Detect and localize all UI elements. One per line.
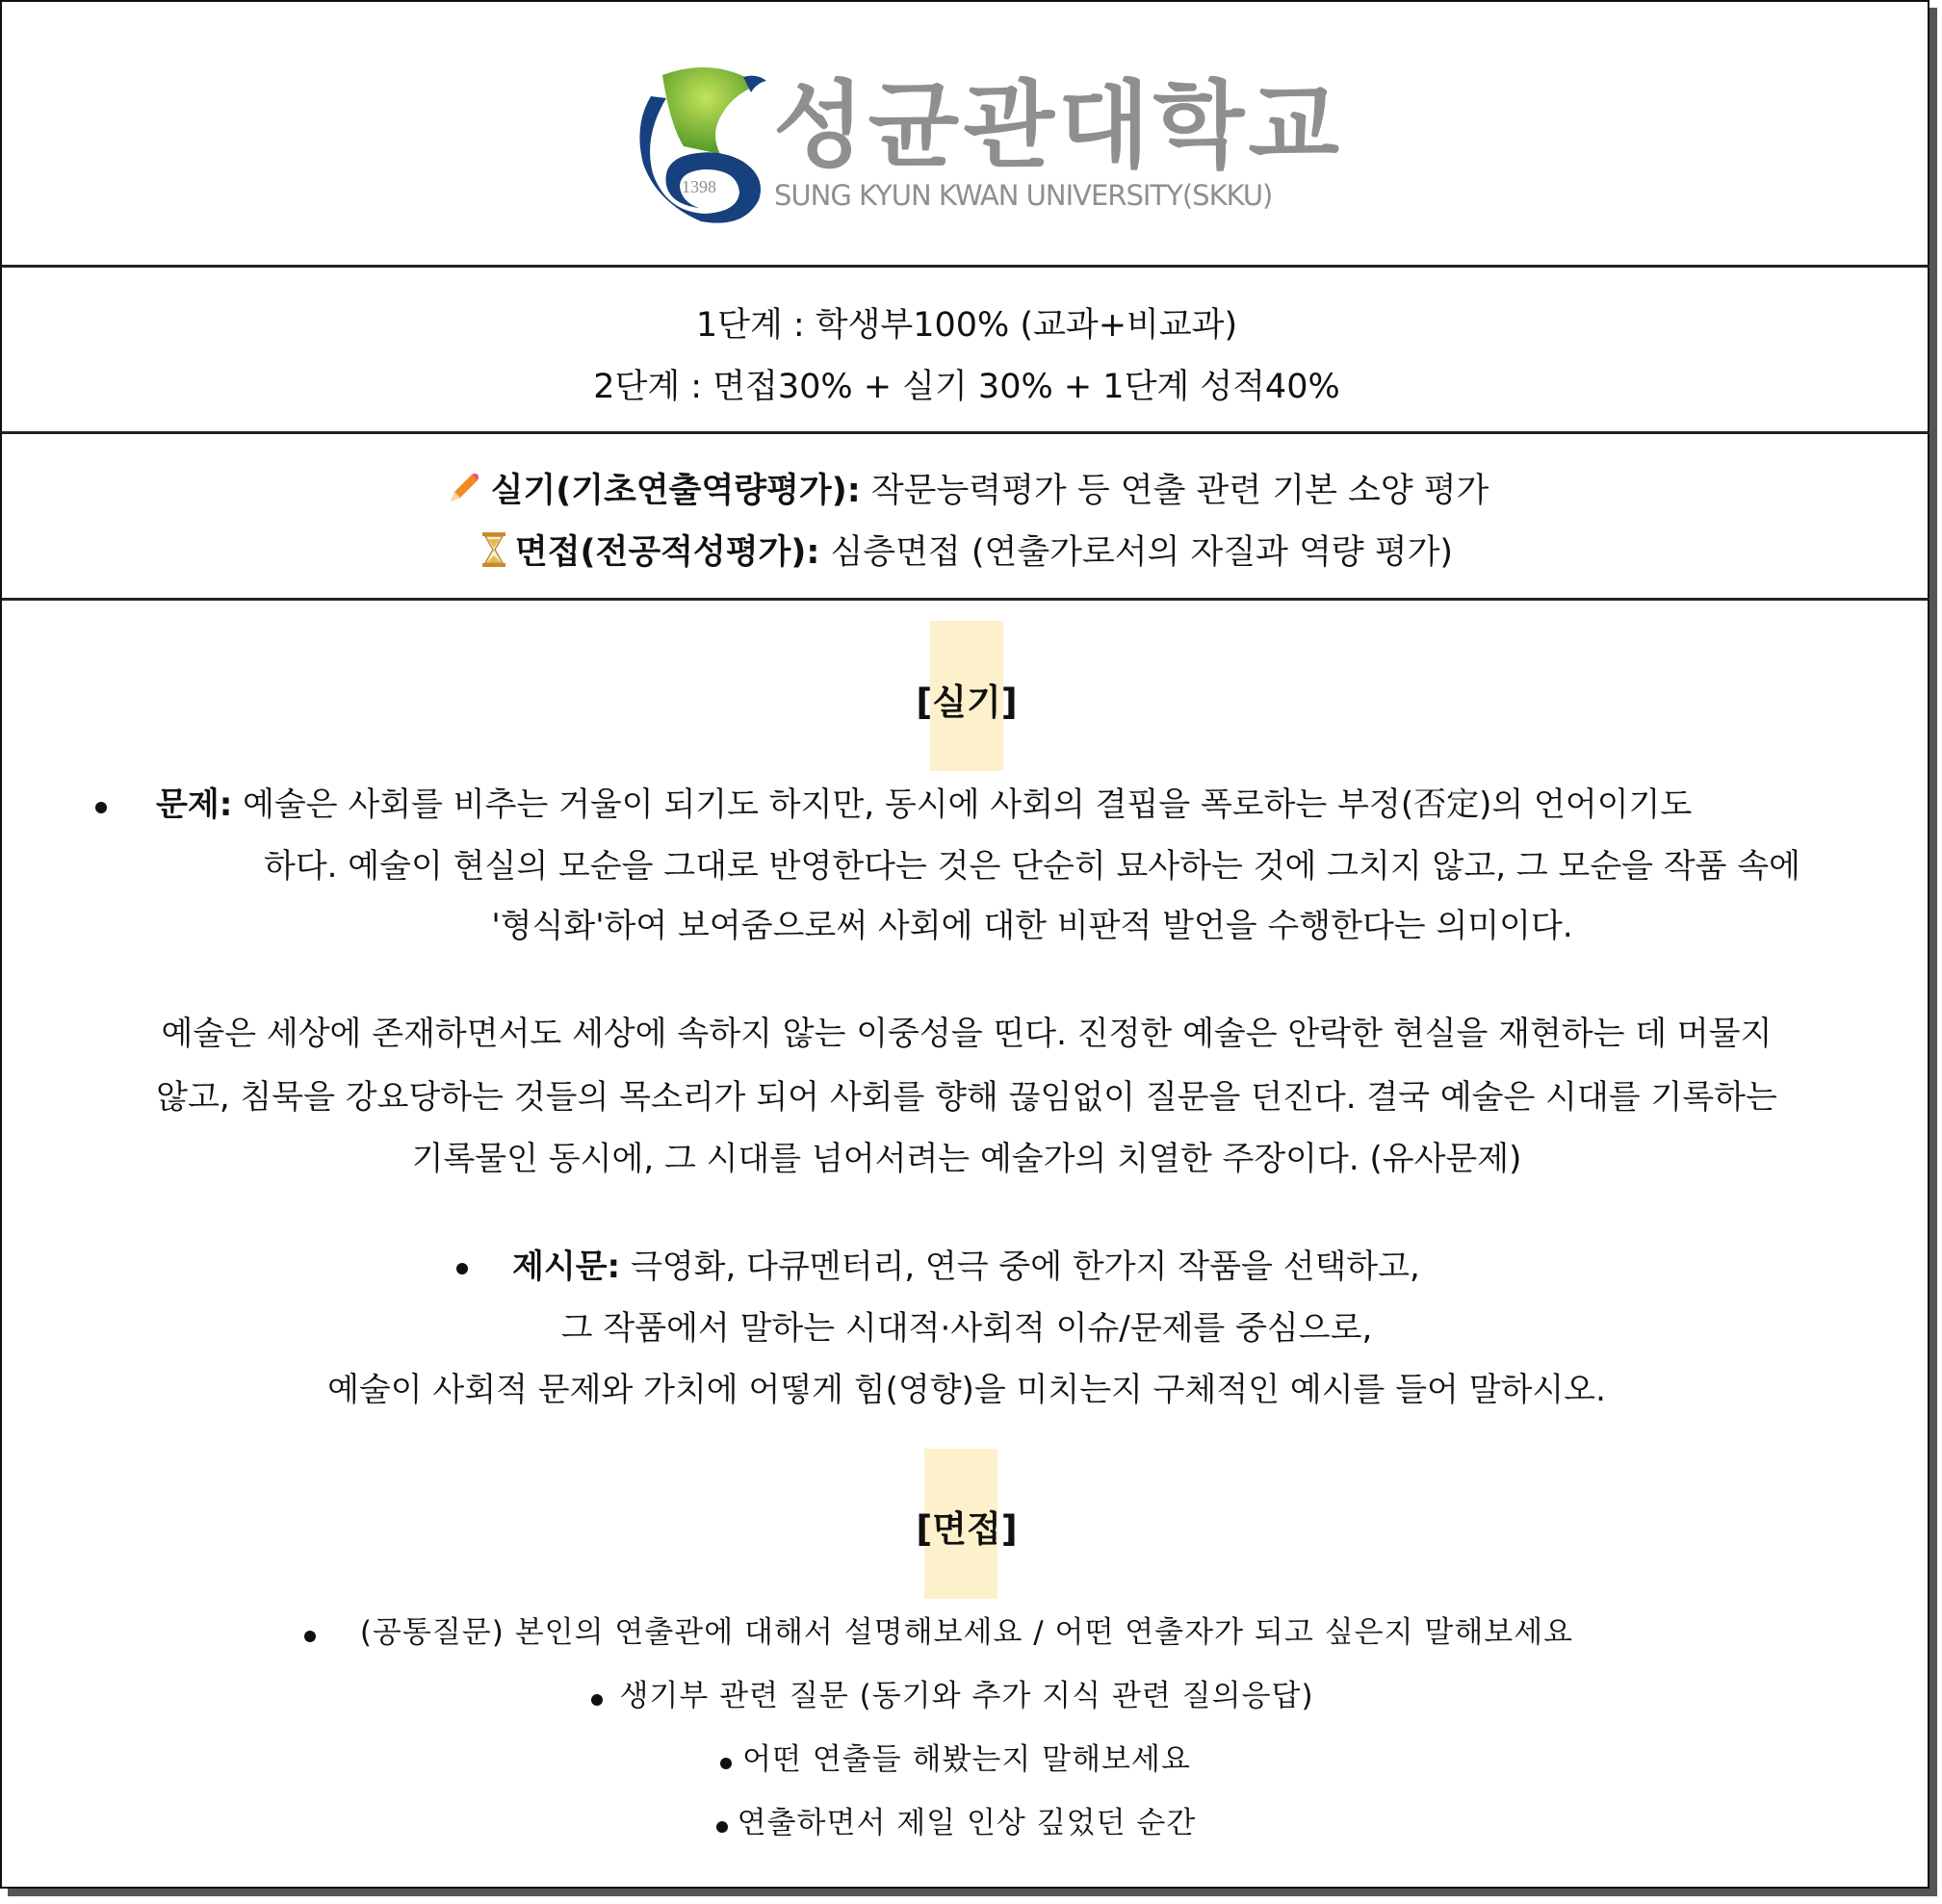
stage1-text: 1단계 : 학생부100% (교과+비교과) xyxy=(695,306,1238,345)
university-name-korean: 성균관대학교 xyxy=(773,71,1344,181)
prompt-label: 제시문: xyxy=(512,1248,621,1286)
similar-problem-line-2: 않고, 침묵을 강요당하는 것들의 목소리가 되어 사회를 향해 끊임없이 질문을 던진다. 결국 예술은 시대를 기록하는 xyxy=(156,1078,1777,1117)
university-name-english: SUNG KYUN KWAN UNIVERSITY(SKKU) xyxy=(774,179,1273,212)
prompt-text: 극영화, 다큐멘터리, 연극 중에 한가지 작품을 선택하고, xyxy=(620,1248,1420,1286)
practical-evaluation-line xyxy=(2,464,1931,512)
practical-heading: [실기] xyxy=(916,682,1018,723)
emblem-year: 1398 xyxy=(682,177,716,196)
interview-question: (공통질문) 본인의 연출관에 대해서 설명해보세요 / 어떤 연출자가 되고 싶은지 말해보세요 xyxy=(359,1615,1574,1650)
similar-problem-line-3: 기록물인 동시에, 그 시대를 넘어서려는 예술가의 치열한 주장이다. (유사문제) xyxy=(411,1140,1522,1178)
problem-line-2: 하다. 예술이 현실의 모순을 그대로 반영한다는 것은 단순히 묘사하는 것에 그치지 않고, 그 모순을 작품 속에 xyxy=(263,847,1801,886)
page-shadow-bottom xyxy=(8,1889,1937,1896)
pencil-icon xyxy=(445,469,483,507)
divider xyxy=(2,265,1931,268)
interview-evaluation-line xyxy=(2,526,1931,574)
practical-description: 작문능력평가 등 연출 관련 기본 소양 평가 xyxy=(860,472,1489,510)
interview-label: 면접(전공적성평가): xyxy=(514,533,820,572)
ginkgo-leaf-s-icon xyxy=(624,58,768,231)
bullet-dot xyxy=(95,802,107,813)
interview-question: 생기부 관련 질문 (동기와 추가 지식 관련 질의응답) xyxy=(619,1679,1314,1713)
problem-label: 문제: xyxy=(156,785,233,824)
interview-question: 연출하면서 제일 인상 깊었던 순간 xyxy=(737,1806,1197,1840)
divider xyxy=(2,431,1931,434)
interview-question: 어떤 연출들 해봤는지 말해보세요 xyxy=(742,1742,1191,1777)
prompt-line-3: 예술이 사회적 문제와 가치에 어떻게 힘(영향)을 미치는지 구체적인 예시를 들어 말하시오. xyxy=(327,1371,1606,1409)
similar-problem-line-1: 예술은 세상에 존재하면서도 세상에 속하지 않는 이중성을 띤다. 진정한 예술은 안락한 현실을 재현하는 데 머물지 xyxy=(161,1015,1773,1053)
practical-label: 실기(기초연출역량평가): xyxy=(490,472,861,510)
page-shadow-right xyxy=(1929,8,1937,1896)
prompt-line-1 xyxy=(512,1236,1420,1298)
problem-line-1 xyxy=(156,774,1692,836)
stage2-text: 2단계 : 면접30% + 실기 30% + 1단계 성적40% xyxy=(593,368,1340,406)
interview-heading: [면접] xyxy=(916,1508,1018,1550)
problem-line-3: '형식화'하여 보여줌으로써 사회에 대한 비판적 발언을 수행한다는 의미이다. xyxy=(491,907,1573,945)
bullet-dot xyxy=(456,1263,468,1274)
prompt-line-2: 그 작품에서 말하는 시대적·사회적 이슈/문제를 중심으로, xyxy=(560,1309,1373,1348)
hourglass-icon xyxy=(480,530,507,569)
divider xyxy=(2,598,1931,601)
university-logo xyxy=(624,58,1344,231)
interview-description: 심층면접 (연출가로서의 자질과 역량 평가) xyxy=(819,533,1454,572)
problem-text: 예술은 사회를 비추는 거울이 되기도 하지만, 동시에 사회의 결핍을 폭로하는 부정(否定)의 언어이기도 xyxy=(232,785,1693,824)
